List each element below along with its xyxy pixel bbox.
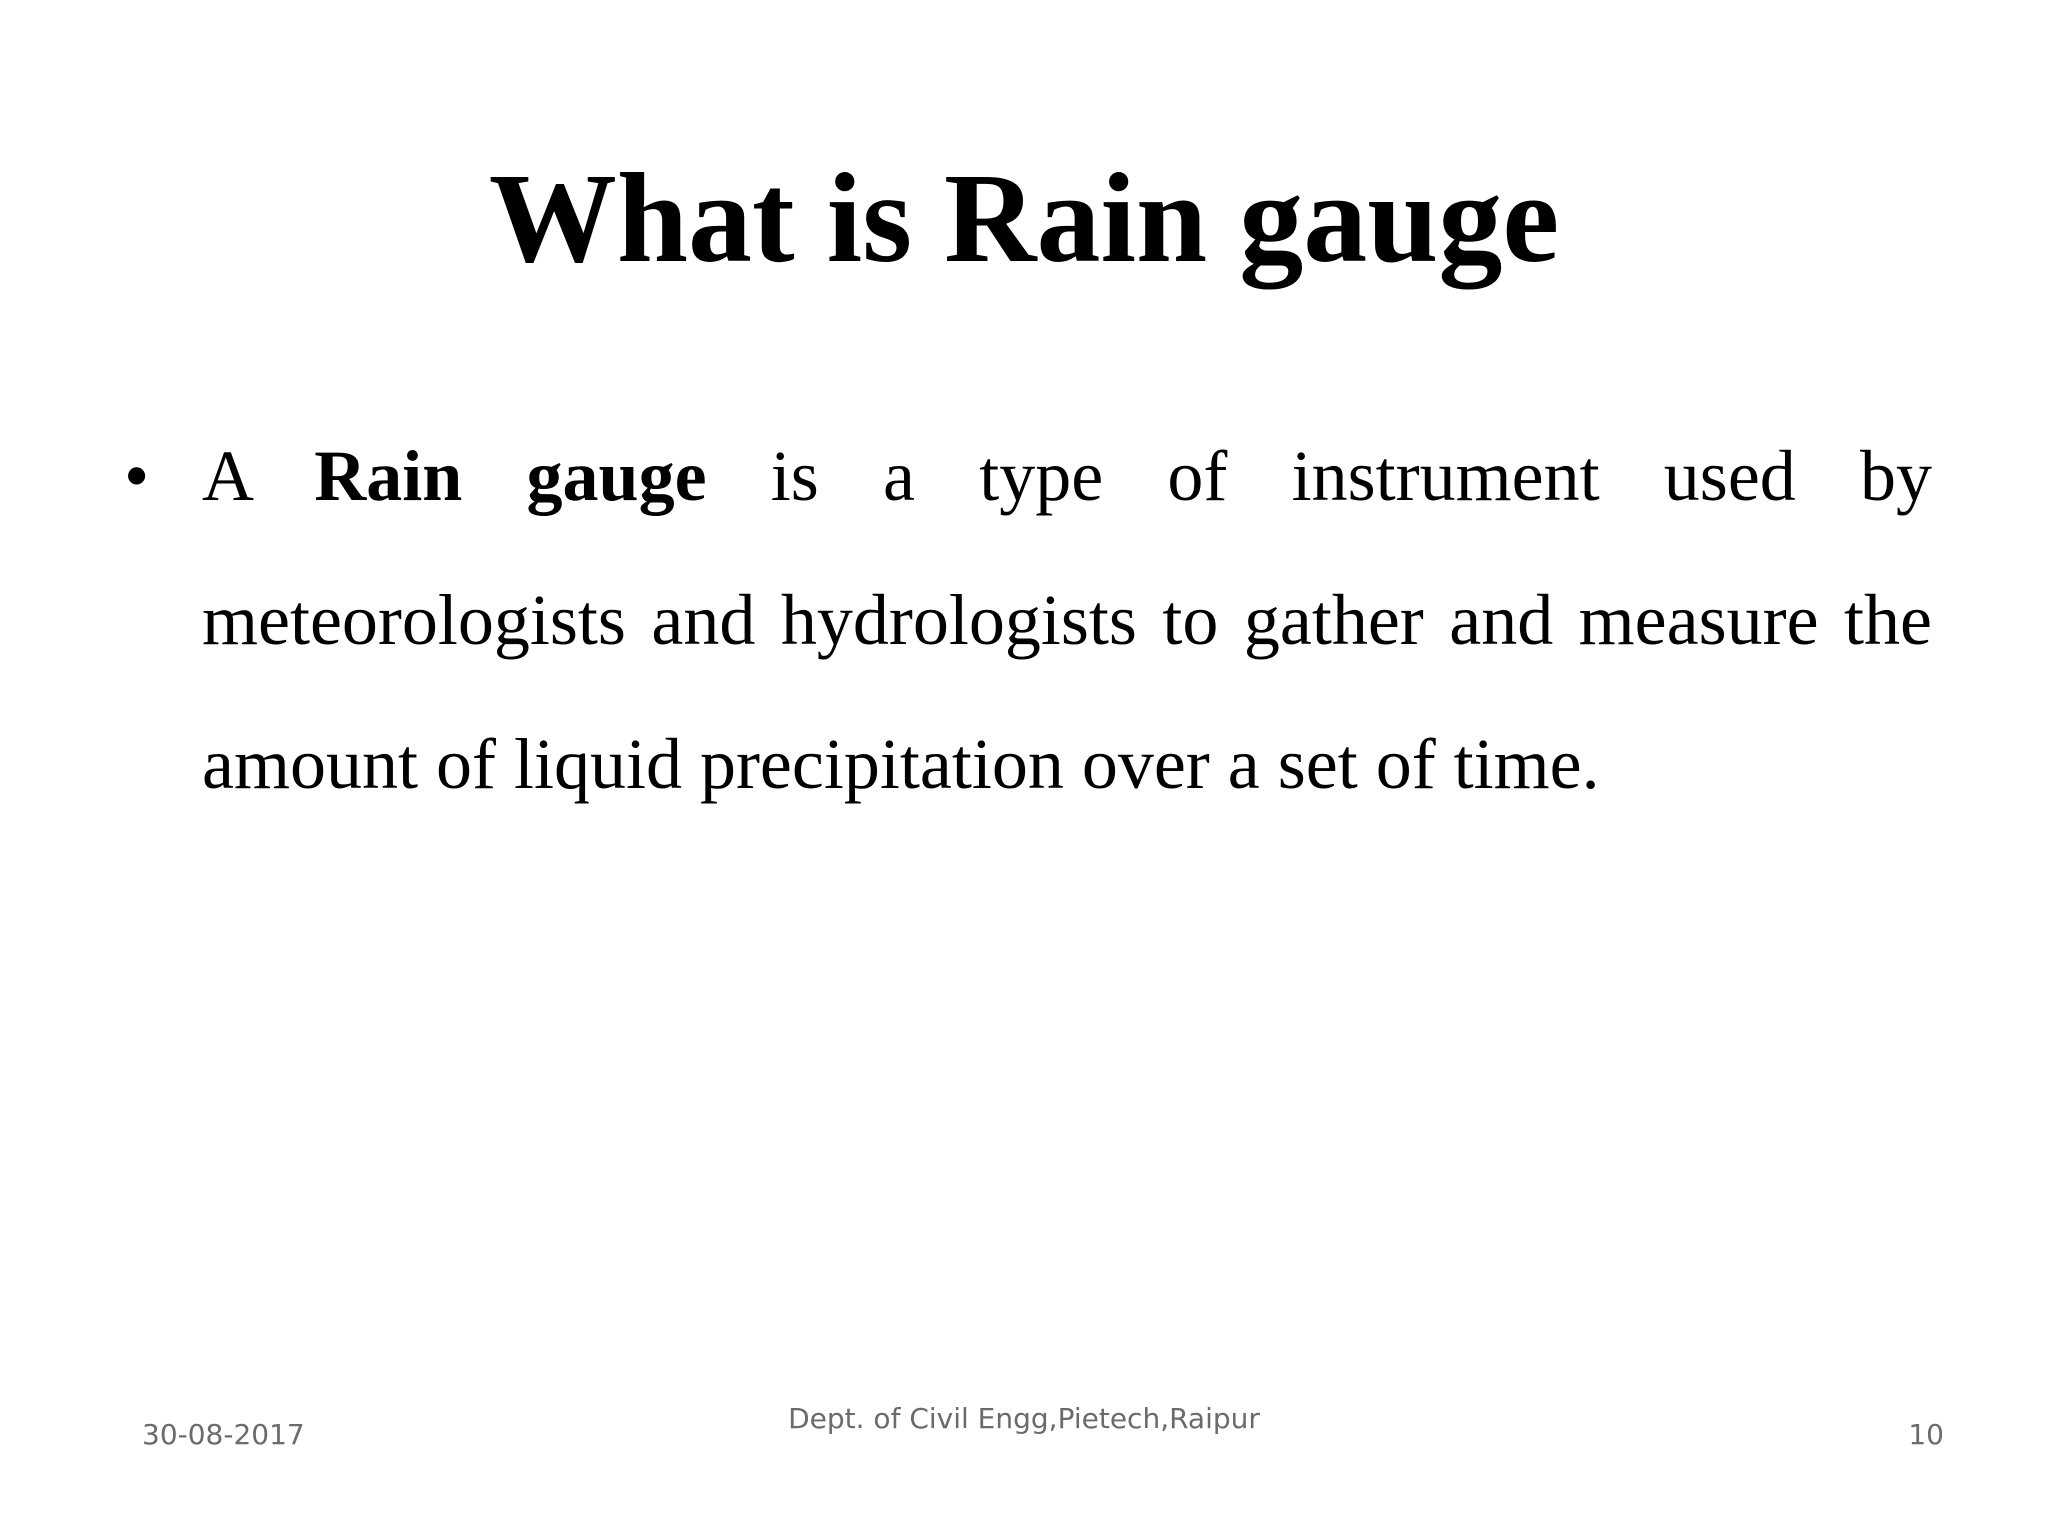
bullet-lead: A: [202, 436, 315, 516]
footer-page-number: 10: [1908, 1418, 1944, 1451]
slide-title: What is Rain gauge: [488, 147, 1560, 289]
footer-department: Dept. of Civil Engg,Pietech,Raipur: [788, 1402, 1260, 1435]
bullet-dot-icon: •: [124, 436, 150, 516]
footer-date: 30-08-2017: [142, 1418, 305, 1451]
bullet-text: [202, 404, 1932, 836]
bullet-term: Rain gauge: [314, 436, 707, 516]
bullet-body: is a type of instrument used by meteorologists and hydrologists to gather and measure the amount of liquid precipitation over a set of time.: [202, 436, 1933, 804]
